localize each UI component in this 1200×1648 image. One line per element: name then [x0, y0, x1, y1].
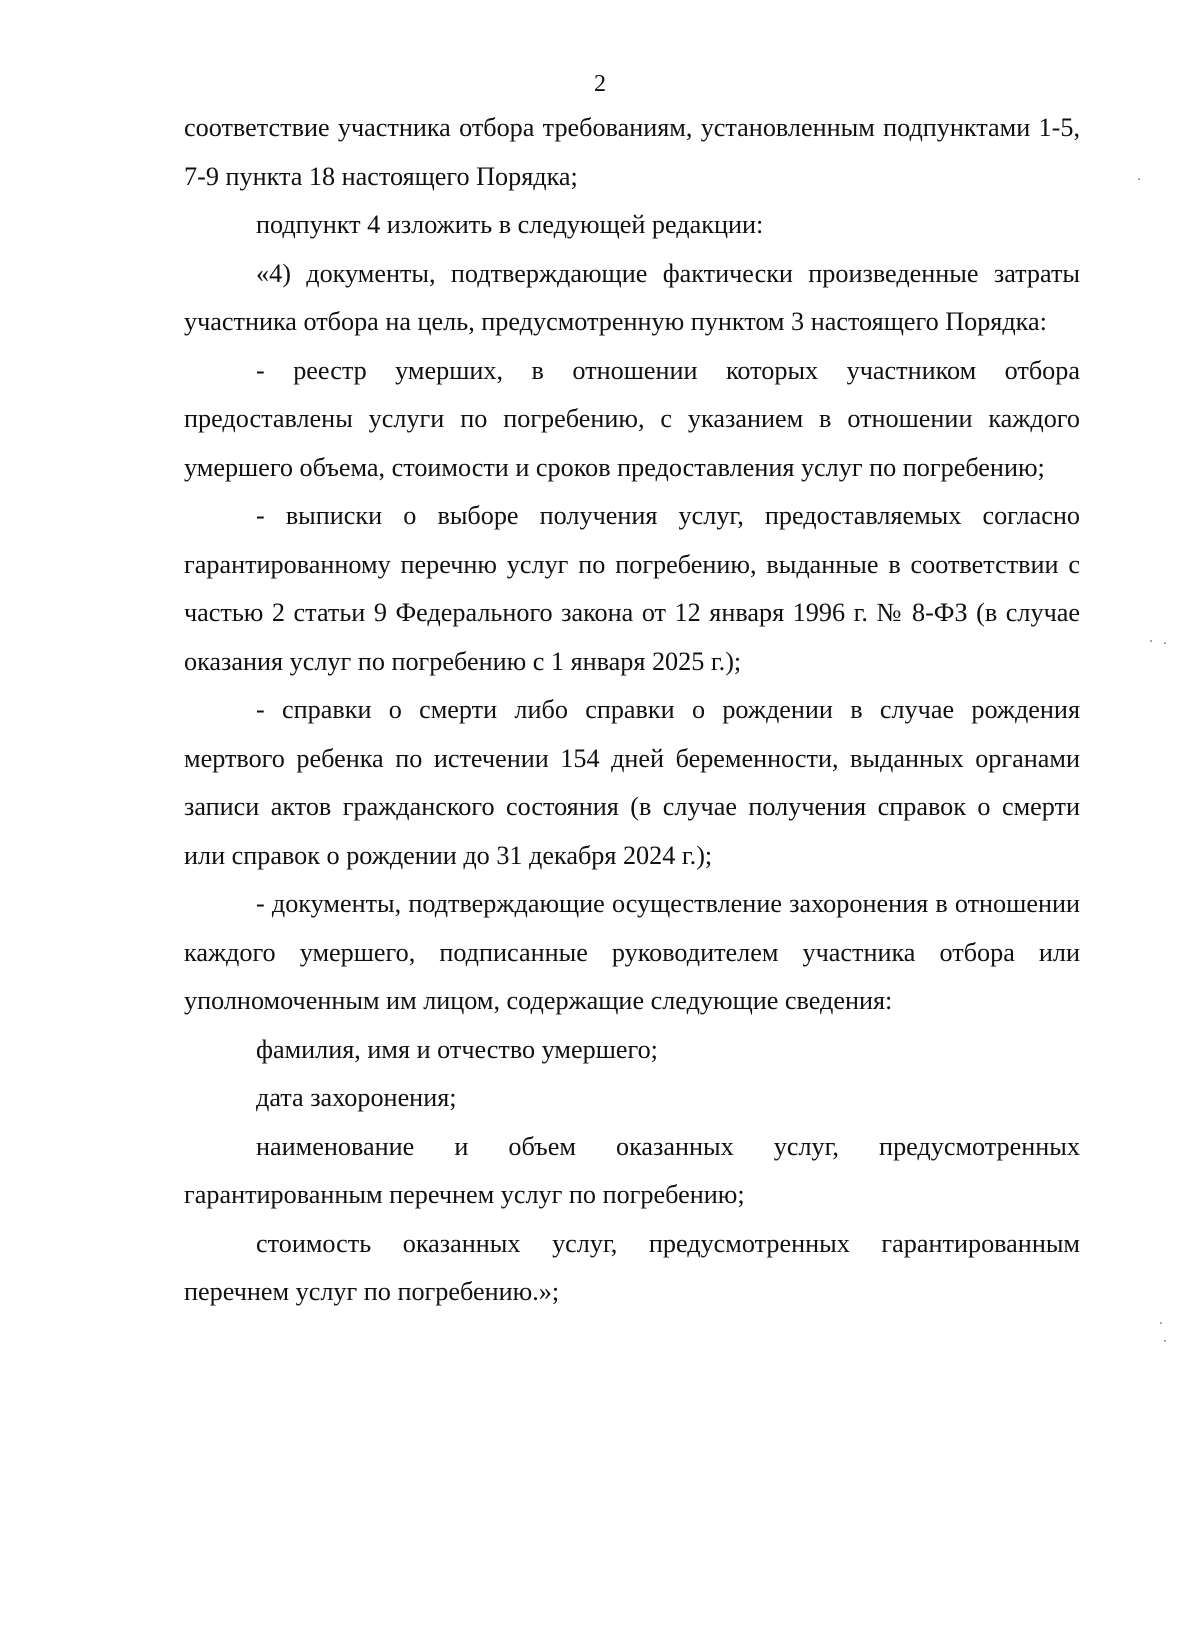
list-item-certificates: - справки о смерти либо справки о рождении в случае рождения мертвого ребенка по истечении 154 дней беременности, выданных органами записи актов гражданского состояния (в случае получения справок о смерти или справок о рождении до 31 декабря 2024 г.);	[184, 695, 1080, 870]
page-number: 2	[594, 71, 606, 97]
field-services-cost: стоимость оказанных услуг, предусмотренных гарантированным перечнем услуг по погребению.»;	[184, 1228, 1080, 1306]
list-item-burial-documents: - документы, подтверждающие осуществление захоронения в отношении каждого умершего, подписанные руководителем участника отбора или уполномоченным им лицом, содержащие следующие сведения:	[184, 889, 1080, 1015]
document-body	[184, 104, 1080, 1317]
scan-speck	[1150, 640, 1152, 642]
scan-speck	[1164, 642, 1166, 644]
paragraph-continuation: соответствие участника отбора требованиям, установленным подпунктами 1-5, 7-9 пункта 18 настоящего Порядка;	[184, 113, 1080, 191]
paragraph-subclause-4-instruction: подпункт 4 изложить в следующей редакции:	[256, 210, 764, 239]
scan-speck	[1138, 178, 1140, 180]
scan-speck	[1164, 1340, 1166, 1342]
paragraph-subclause-4: «4) документы, подтверждающие фактически произведенные затраты участника отбора на цель, предусмотренную пунктом 3 настоящего Порядка:	[184, 258, 1080, 336]
scan-speck	[1160, 1322, 1162, 1324]
field-full-name: фамилия, имя и отчество умершего;	[256, 1034, 658, 1064]
list-item-extracts: - выписки о выборе получения услуг, предоставляемых согласно гарантированному перечню услуг по погребению, выданные в соответствии с частью 2 статьи 9 Федерального закона от 12 января 1996 г. № 8-ФЗ (в случае оказания услуг по погребению с 1 января 2025 г.);	[184, 501, 1080, 676]
field-services-scope: наименование и объем оказанных услуг, предусмотренных гарантированным перечнем услуг по погребению;	[184, 1131, 1080, 1209]
field-burial-date: дата захоронения;	[256, 1083, 457, 1112]
list-item-registry: - реестр умерших, в отношении которых участником отбора предоставлены услуги по погребению, с указанием в отношении каждого умершего объема, стоимости и сроков предоставления услуг по погребению;	[184, 355, 1080, 482]
